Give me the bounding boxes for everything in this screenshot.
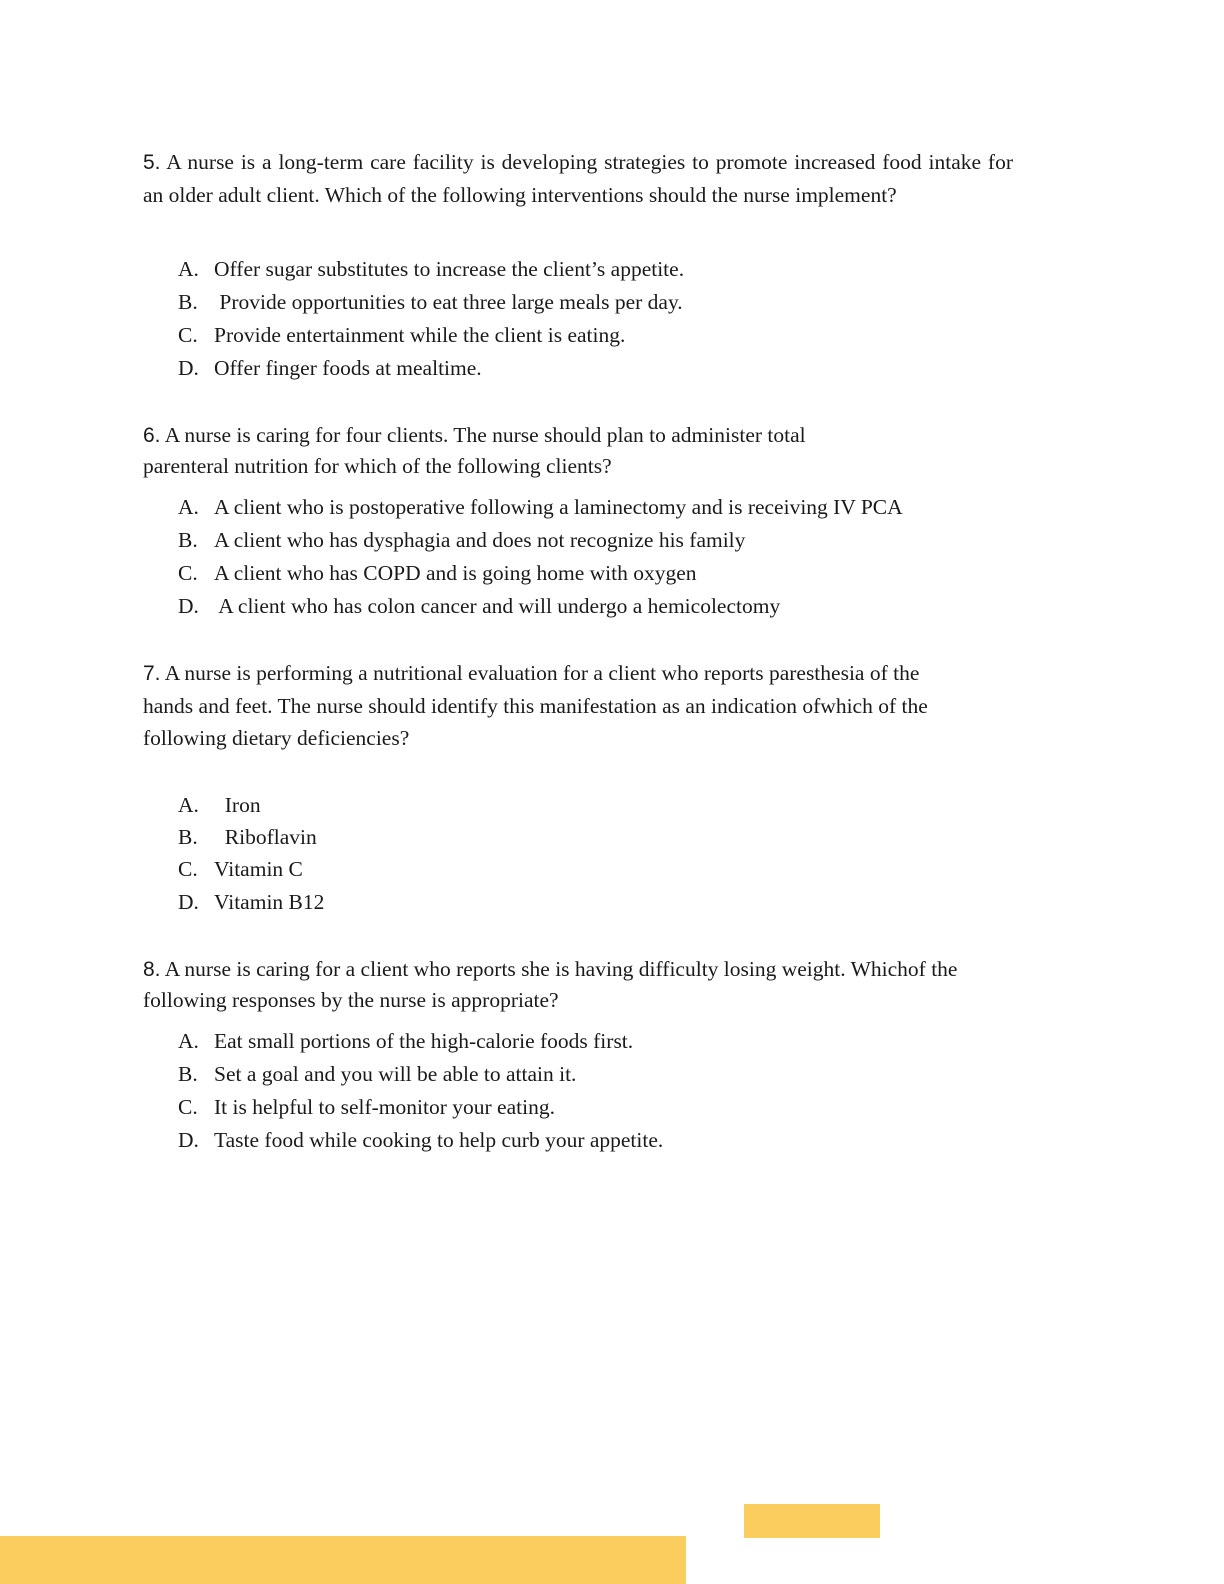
question-number: 6. [143,424,161,447]
question-7-stem [143,657,1013,754]
footer-accent-bar-right [744,1504,880,1538]
question-text-line-2: parenteral nutrition for which of the following clients? [143,454,612,478]
footer-accent-bar-left [0,1536,686,1584]
question-text-line-2: hands and feet. The nurse should identify this manifestation as an indication ofwhich of the [143,694,928,718]
question-text-line-1: A nurse is caring for a client who reports she is having difficulty losing weight. Whichof the [164,957,958,981]
option-c: C. Provide entertainment while the client is eating. [178,323,626,347]
question-text-line-2: following responses by the nurse is appropriate? [143,988,559,1012]
option-b: B. Set a goal and you will be able to attain it. [178,1062,577,1086]
option-a: A. Iron [178,793,261,817]
question-6-stem [143,420,1013,482]
option-a: A. A client who is postoperative following a laminectomy and is receiving IV PCA [178,495,903,519]
question-6 [143,420,1013,482]
option-b: B. Provide opportunities to eat three large meals per day. [178,290,683,314]
option-b: B. Riboflavin [178,825,317,849]
option-d: D. Vitamin B12 [178,890,325,914]
option-a: A. Eat small portions of the high-calorie foods first. [178,1029,634,1053]
option-d: D. Taste food while cooking to help curb your appetite. [178,1128,664,1152]
option-c: C. A client who has COPD and is going home with oxygen [178,561,697,585]
question-8-options [178,1025,663,1157]
option-a: A. Offer sugar substitutes to increase the client’s appetite. [178,257,685,281]
question-8 [143,954,1063,1016]
question-number: 8. [143,958,161,981]
option-d: D. A client who has colon cancer and will undergo a hemicolectomy [178,594,781,618]
question-text-line-3: following dietary deficiencies? [143,726,410,750]
question-text: A nurse is a long-term care facility is developing strategies to promote increased food intake for an older adult client. Which of the following interventions should the nurse implement? [143,150,1013,207]
question-text-line-1: A nurse is performing a nutritional evaluation for a client who reports paresthesia of the [164,661,920,685]
question-6-options [178,491,903,623]
option-b: B. A client who has dysphagia and does not recognize his family [178,528,746,552]
question-5-stem [143,146,1013,212]
option-c: C. It is helpful to self-monitor your eating. [178,1095,555,1119]
option-d: D. Offer finger foods at mealtime. [178,356,482,380]
option-c: C. Vitamin C [178,857,303,881]
question-number: 5. [143,151,161,174]
question-8-stem [143,954,1063,1016]
question-7-options [178,789,324,919]
question-text-line-1: A nurse is caring for four clients. The nurse should plan to administer total [164,423,806,447]
question-7 [143,657,1013,754]
question-number: 7. [143,662,161,685]
question-5 [143,146,1013,212]
question-5-options [178,253,684,385]
